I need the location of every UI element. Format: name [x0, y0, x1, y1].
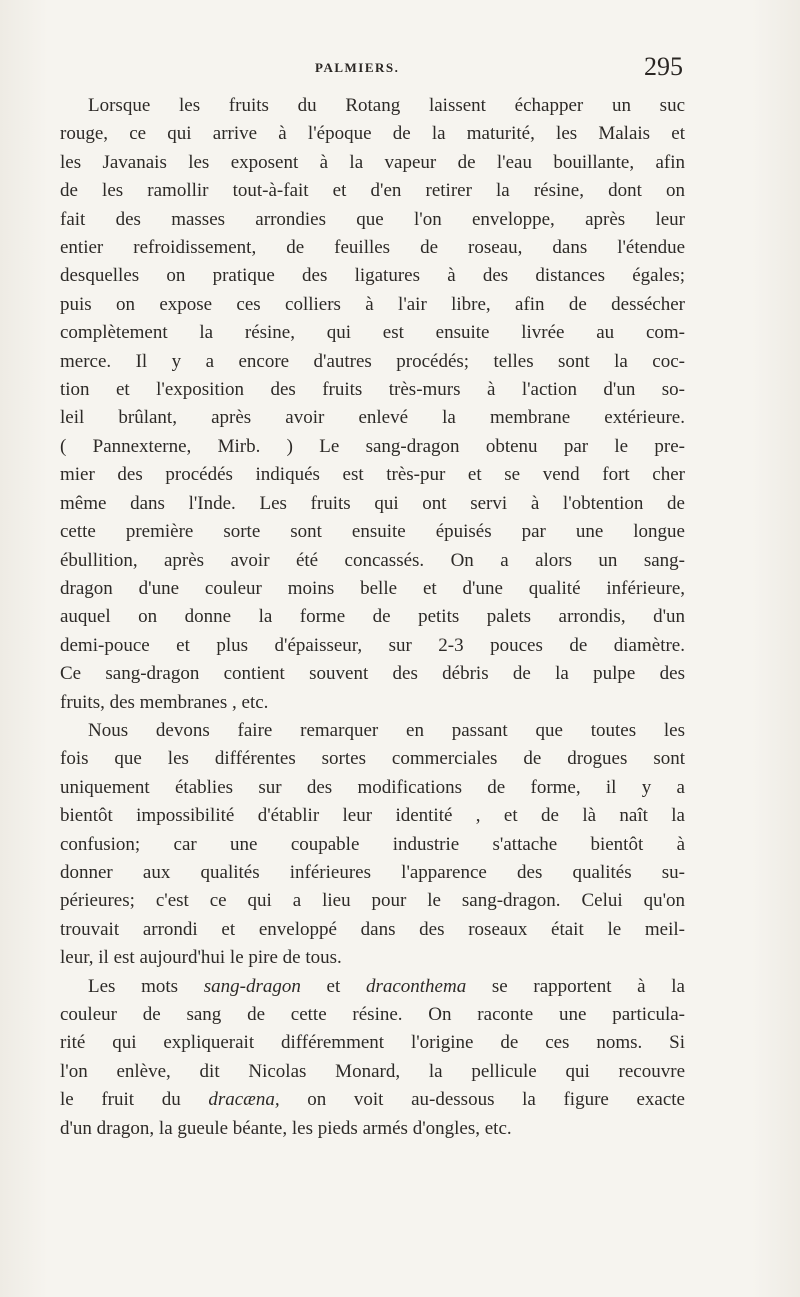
- text-line: [60, 973, 685, 1001]
- italic-term: dracæna,: [208, 1089, 280, 1111]
- text-line: puis on expose ces colliers à l'air libre, afin de dessécher: [60, 293, 685, 315]
- text-line: [60, 1058, 685, 1086]
- text-line: Lorsque les fruits du Rotang laissent échapper un suc: [88, 95, 685, 116]
- text-line: [60, 1001, 685, 1029]
- text-line: les Javanais les exposent à la vapeur de l'eau bouillante, afin: [60, 151, 685, 173]
- running-title: PALMIERS.: [315, 60, 400, 75]
- body-text: [60, 92, 685, 1143]
- text-line: fois que les différentes sortes commerciales de drogues sont: [60, 748, 685, 770]
- text-line: confusion; car une coupable industrie s'attache bientôt à: [60, 833, 685, 855]
- text-line: leil brûlant, après avoir enlevé la membrane extérieure.: [60, 407, 685, 429]
- text-segment: d'un dragon, la gueule béante, les pieds armés d'ongles, etc.: [60, 1117, 512, 1139]
- paragraph-1: [60, 92, 685, 717]
- text-line: dragon d'une couleur moins belle et d'une qualité inférieure,: [60, 577, 685, 599]
- page-number: 295: [644, 52, 683, 81]
- text-line: auquel on donne la forme de petits palets arrondis, d'un: [60, 606, 685, 628]
- text-line: ébullition, après avoir été concassés. On a alors un sang-: [60, 549, 685, 571]
- text-line: uniquement établies sur des modifications de forme, il y a: [60, 776, 685, 798]
- text-segment: se rapportent à la: [466, 975, 685, 997]
- text-segment: couleur de sang de cette résine. On raconte une particula-: [60, 1004, 685, 1025]
- text-line: Ce sang-dragon contient souvent des débris de la pulpe des: [60, 663, 685, 685]
- text-line: rouge, ce qui arrive à l'époque de la maturité, les Malais et: [60, 123, 685, 145]
- text-line: desquelles on pratique des ligatures à des distances égales;: [60, 265, 685, 287]
- text-line: cette première sorte sont ensuite épuisés par une longue: [60, 521, 685, 543]
- text-segment: on voit au-dessous la figure exacte: [279, 1089, 685, 1111]
- text-segment: le fruit du: [60, 1089, 209, 1111]
- paragraph-3: [60, 973, 685, 1143]
- italic-term: sang-dragon: [203, 975, 301, 997]
- text-line: Nous devons faire remarquer en passant que toutes les: [88, 719, 685, 741]
- text-line: complètement la résine, qui est ensuite livrée au com-: [60, 322, 685, 344]
- italic-term: draconthema: [365, 975, 467, 997]
- text-segment: et: [300, 975, 366, 997]
- text-line: de les ramollir tout-à-fait et d'en retirer la résine, dont on: [60, 180, 685, 202]
- text-line: même dans l'Inde. Les fruits qui ont servi à l'obtention de: [60, 492, 685, 514]
- text-line: tion et l'exposition des fruits très-murs à l'action d'un so-: [60, 379, 685, 401]
- text-line: périeures; c'est ce qui a lieu pour le sang-dragon. Celui qu'on: [60, 890, 685, 912]
- text-line: [60, 1115, 685, 1143]
- text-segment: Les mots: [88, 975, 204, 997]
- text-line: mier des procédés indiqués est très-pur et se vend fort cher: [60, 464, 685, 486]
- text-line: leur, il est aujourd'hui le pire de tous.: [60, 947, 342, 969]
- text-line: demi-pouce et plus d'épaisseur, sur 2-3 pouces de diamètre.: [60, 634, 685, 656]
- text-line: entier refroidissement, de feuilles de roseau, dans l'étendue: [60, 237, 685, 259]
- page-header: [60, 52, 685, 92]
- text-line: ( Pannexterne, Mirb. ) Le sang-dragon obtenu par le pre-: [60, 435, 685, 457]
- text-segment: l'on enlève, dit Nicolas Monard, la pellicule qui recouvre: [60, 1060, 685, 1082]
- text-line: bientôt impossibilité d'établir leur identité , et de là naît la: [60, 805, 685, 827]
- text-line: fruits, des membranes , etc.: [60, 691, 269, 713]
- text-line: [60, 1086, 685, 1114]
- text-line: donner aux qualités inférieures l'apparence des qualités su-: [60, 861, 685, 883]
- text-line: merce. Il y a encore d'autres procédés; telles sont la coc-: [60, 350, 685, 372]
- text-line: fait des masses arrondies que l'on enveloppe, après leur: [60, 208, 685, 230]
- text-line: trouvait arrondi et enveloppé dans des roseaux était le meil-: [60, 918, 685, 940]
- paragraph-2: [60, 717, 685, 973]
- text-segment: rité qui expliquerait différemment l'origine de ces noms. Si: [60, 1032, 685, 1054]
- text-line: [60, 1029, 685, 1057]
